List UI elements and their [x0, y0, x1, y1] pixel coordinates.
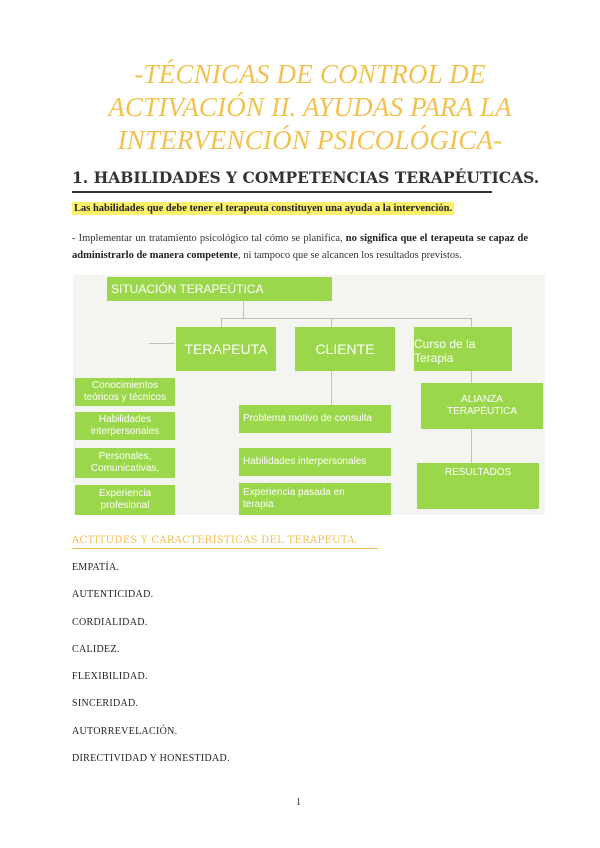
list-item: CORDIALIDAD. — [72, 616, 148, 628]
connector-line — [331, 371, 332, 405]
alianza-terapeutica-box — [421, 383, 543, 429]
intro-paragraph — [72, 230, 528, 264]
alianza-line-2: TERAPÉUTICA — [446, 406, 517, 417]
list-item: AUTENTICIDAD. — [72, 589, 154, 601]
connector-line — [471, 371, 472, 383]
cliente-box — [295, 327, 395, 371]
title-line-1: -TÉCNICAS DE CONTROL DE — [134, 59, 486, 89]
conocimientos-line-2: teóricos y técnicos — [83, 392, 167, 403]
list-item: SINCERIDAD. — [72, 698, 139, 710]
list-item: EMPATÍA. — [72, 562, 120, 573]
attitudes-section-title: ACTITUDES Y CARACTERÍSTICAS DEL TERAPEUTA. — [72, 535, 359, 546]
list-item: FLEXIBILIDAD. — [72, 671, 148, 683]
heading-underline — [72, 191, 492, 193]
section-title-underline — [72, 548, 378, 549]
paragraph-text-1: - Implementar un tratamiento psicológico tal cómo se planifica, — [72, 233, 346, 244]
resultados-label: RESULTADOS — [444, 467, 512, 478]
curso-line-1: Curso de la — [414, 337, 476, 351]
title-line-2: ACTIVACIÓN II. AYUDAS PARA LA — [108, 92, 512, 122]
conocimientos-line-1: Conocimientos — [91, 380, 159, 391]
highlighted-sentence: Las habilidades que debe tener el terapeuta constituyen una ayuda a la intervención. — [74, 203, 453, 214]
experiencia-pasada-box — [239, 483, 391, 515]
personales-line-2: Comunicativas, — [90, 463, 160, 474]
situacion-terapeutica-box — [107, 277, 332, 301]
habilidades-line-2: interpersonales — [90, 426, 160, 437]
habilidades-box — [75, 412, 175, 440]
terapeuta-label: TERAPEUTA — [184, 341, 268, 357]
situacion-label: SITUACIÓN TERAPEÚTICA — [111, 282, 264, 296]
curso-terapia-box — [414, 327, 512, 371]
list-item: DIRECTIVIDAD Y HONESTIDAD. — [72, 753, 230, 765]
curso-line-2: Terapia — [414, 351, 454, 365]
therapeutic-situation-diagram — [73, 275, 545, 515]
connector-line — [149, 343, 175, 344]
personales-box — [75, 448, 175, 478]
habilidades-interpersonales-label: Habilidades interpersonales — [243, 456, 367, 467]
experiencia-pasada-line-2: terapia — [243, 499, 274, 510]
connector-line — [243, 301, 244, 319]
conocimientos-box — [75, 378, 175, 406]
list-item: AUTORREVELACIÓN. — [72, 725, 178, 737]
title-line-3: INTERVENCIÓN PSICOLÓGICA- — [117, 125, 503, 155]
resultados-box — [417, 463, 539, 509]
habilidades-interpersonales-box — [239, 448, 391, 476]
attitudes-list — [72, 562, 230, 780]
problema-label: Problema motivo de consulta — [243, 413, 372, 424]
experiencia-line-1: Experiencia — [98, 488, 152, 499]
paragraph-text-2: , ni tampoco que se alcancen los resultados previstos. — [237, 250, 462, 261]
habilidades-line-1: Habilidades — [98, 414, 152, 425]
connector-line — [221, 318, 471, 319]
list-item: CALIDEZ. — [72, 643, 120, 655]
paragraph-bold-text: no significa que el terapeuta se capaz de administrarlo de manera competente — [72, 233, 528, 261]
experiencia-pasada-line-1: Experiencia pasada en — [243, 487, 345, 498]
experiencia-line-2: profesional — [100, 500, 150, 511]
experiencia-profesional-box — [75, 485, 175, 515]
personales-line-1: Personales, — [98, 451, 152, 462]
problema-box — [239, 405, 391, 433]
connector-line — [471, 429, 472, 463]
document-title — [70, 58, 550, 157]
section-heading: 1. HABILIDADES Y COMPETENCIAS TERAPÉUTICAS. — [72, 168, 540, 187]
cliente-label: CLIENTE — [315, 341, 375, 357]
terapeuta-box — [176, 327, 276, 371]
alianza-line-1: ALIANZA — [461, 394, 503, 405]
page-number: 1 — [296, 797, 301, 808]
